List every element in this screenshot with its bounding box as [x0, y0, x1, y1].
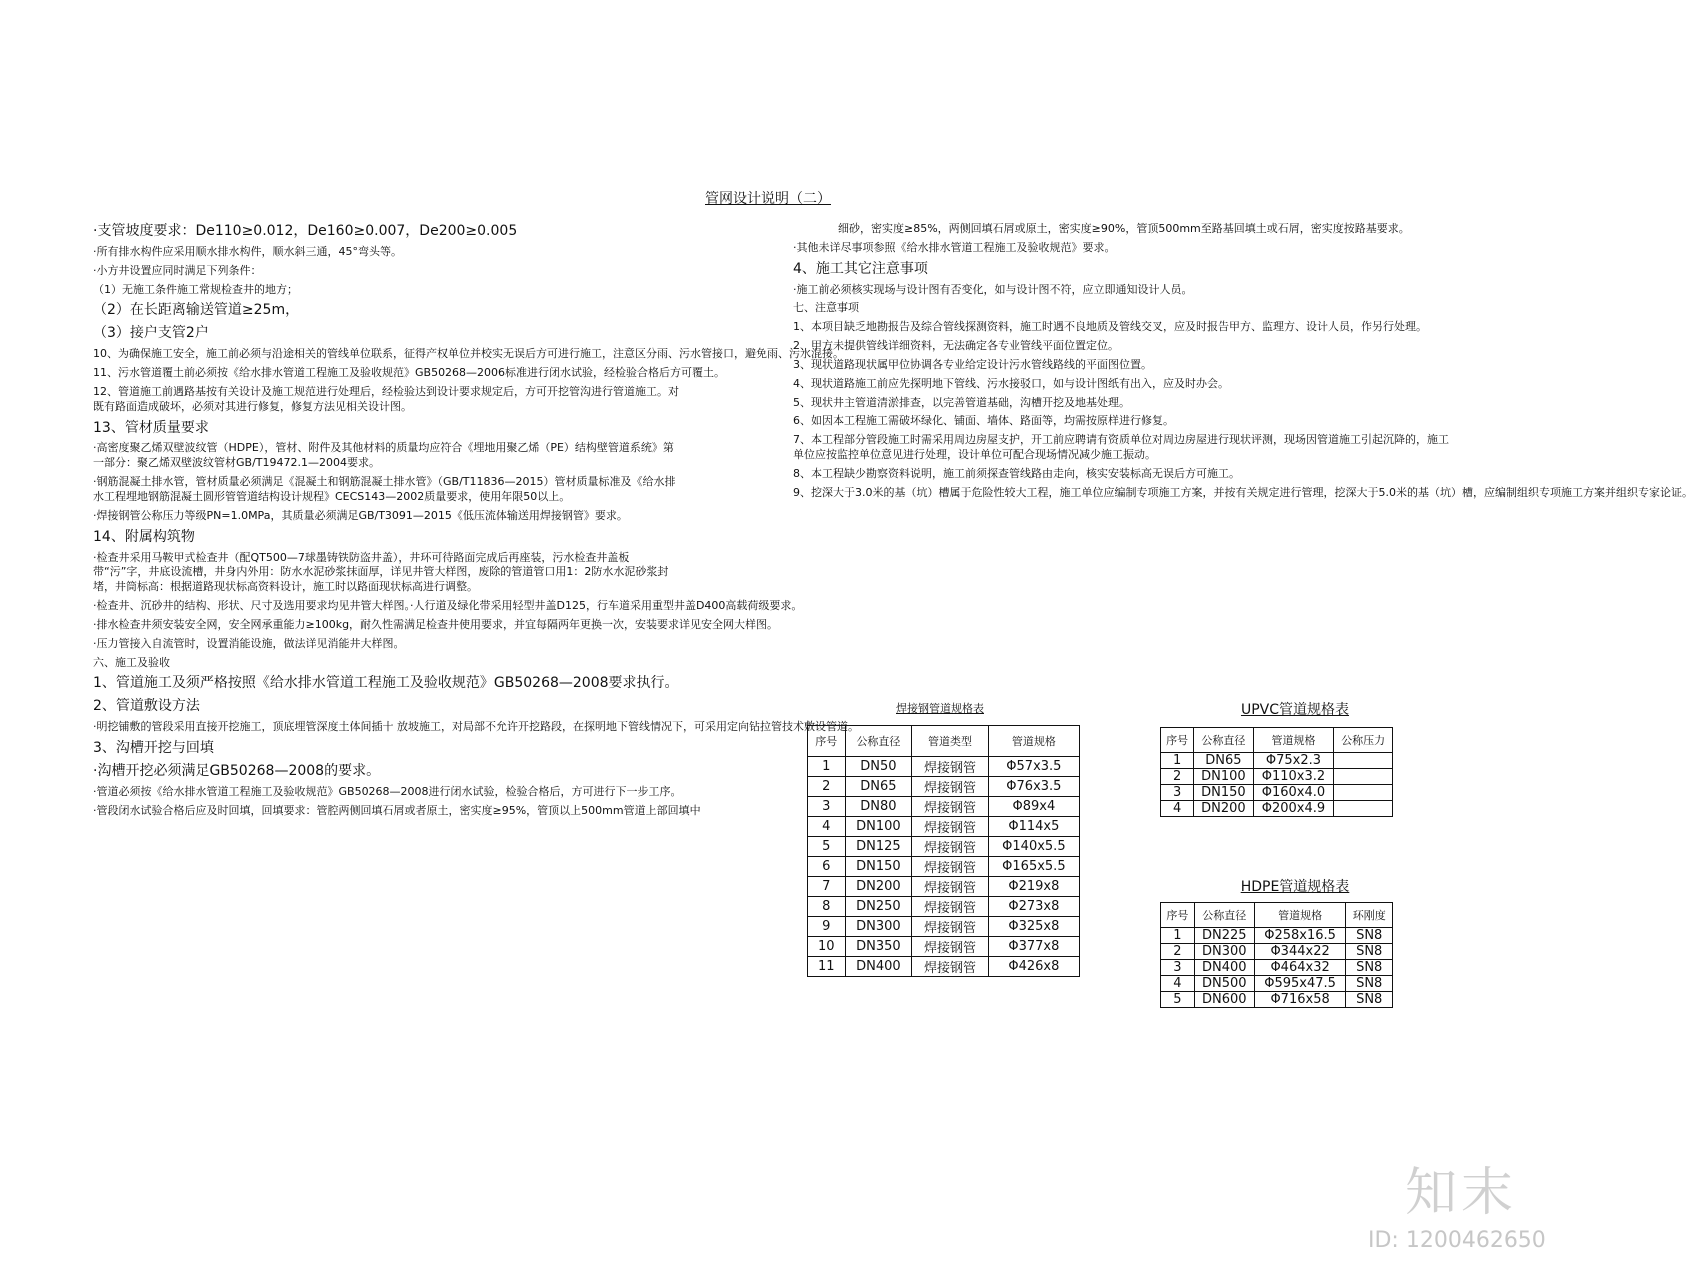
table-cell: Φ325x8	[988, 917, 1079, 937]
table-header-cell: 管道规格	[1253, 728, 1334, 753]
table-cell: Φ464x32	[1254, 960, 1346, 976]
table-header-cell: 公称直径	[1194, 728, 1253, 753]
table-row	[1161, 753, 1393, 769]
note-line: 7、本工程部分管段施工时需采用周边房屋支护，开工前应聘请有资质单位对周边房屋进行现状评测，现场因管道施工引起沉降的，施工单位应按监控单位意见进行处理，设计单位可配合现场情况减少施工振动。	[793, 433, 1449, 462]
table-cell: 焊接钢管	[912, 937, 988, 957]
table-header-cell: 管道规格	[1254, 903, 1346, 928]
table-row	[808, 917, 1080, 937]
table-cell: 焊接钢管	[912, 917, 988, 937]
table-cell: Φ716x58	[1254, 992, 1346, 1008]
note-line: ·钢筋混凝土排水管，管材质量必须满足《混凝土和钢筋混凝土排水管》（GB/T11836—2015）管材质量标准及《给水排水工程埋地钢筋混凝土圆形管管道结构设计规程》CECS143—2002质量要求，使用年限50以上。	[93, 475, 676, 503]
table-cell: 9	[808, 917, 846, 937]
table-cell	[1334, 753, 1393, 769]
table-cell: SN8	[1346, 944, 1393, 960]
table-cell: Φ344x22	[1254, 944, 1346, 960]
note-line: 4、现状道路施工前应先探明地下管线、污水接驳口，如与设计图纸有出入，应及时办会。	[793, 376, 1229, 390]
table-cell: 6	[808, 857, 846, 877]
table-cell: 4	[808, 817, 846, 837]
table-cell: Φ114x5	[988, 817, 1079, 837]
note-line: ·焊接钢管公称压力等级PN=1.0MPa，其质量必须满足GB/T3091—2015《低压流体输送用焊接钢管》要求。	[93, 508, 628, 522]
table-cell: 3	[808, 797, 846, 817]
table-cell: Φ426x8	[988, 957, 1079, 977]
table-cell: 焊接钢管	[912, 777, 988, 797]
table-cell: Φ57x3.5	[988, 757, 1079, 777]
table-cell: 焊接钢管	[912, 857, 988, 877]
table-cell: DN600	[1194, 992, 1254, 1008]
table-cell: 3	[1161, 785, 1194, 801]
table-cell	[1334, 769, 1393, 785]
table-cell: SN8	[1346, 992, 1393, 1008]
table-header-cell: 环刚度	[1346, 903, 1393, 928]
note-line: 七、注意事项	[793, 301, 859, 315]
note-line: 3、沟槽开挖与回填	[93, 740, 214, 757]
table-cell: DN500	[1194, 976, 1254, 992]
table-cell: Φ273x8	[988, 897, 1079, 917]
hdpe-pipe-spec-table	[1160, 902, 1393, 1008]
table-cell: DN400	[845, 957, 912, 977]
table-cell: Φ377x8	[988, 937, 1079, 957]
table-cell: 焊接钢管	[912, 757, 988, 777]
note-line: ·排水检查井须安装安全网，安全网承重能力≥100kg，耐久性需满足检查井使用要求，并宜每隔两年更换一次，安装要求详见安全网大样图。	[93, 617, 779, 631]
note-line: ·小方井设置应同时满足下列条件：	[93, 263, 262, 277]
table-row	[808, 937, 1080, 957]
note-line: 9、挖深大于3.0米的基（坑）槽属于危险性较大工程，施工单位应编制专项施工方案，并按有关规定进行管理，挖深大于5.0米的基（坑）槽，应编制组织专项施工方案并组织专家论证。	[793, 485, 1693, 499]
table-cell: 1	[1161, 928, 1195, 944]
table-cell: Φ595x47.5	[1254, 976, 1346, 992]
table-cell: Φ110x3.2	[1253, 769, 1334, 785]
table-row	[808, 757, 1080, 777]
table-row	[1161, 944, 1393, 960]
table-cell: DN150	[1194, 785, 1253, 801]
table-row	[808, 837, 1080, 857]
table-row	[808, 777, 1080, 797]
table-row	[808, 797, 1080, 817]
table-row	[1161, 992, 1393, 1008]
table-cell: Φ165x5.5	[988, 857, 1079, 877]
table-cell: DN80	[845, 797, 912, 817]
note-line: ·沟槽开挖必须满足GB50268—2008的要求。	[93, 763, 381, 779]
table-cell: DN125	[845, 837, 912, 857]
table-row	[1161, 801, 1393, 817]
table-cell: 焊接钢管	[912, 837, 988, 857]
table-row	[1161, 785, 1393, 801]
note-line: ·管段闭水试验合格后应及时回填，回填要求：管腔两侧回填石屑或者原土，密实度≥95%，管顶以上500mm管道上部回填中	[93, 803, 701, 817]
table-cell: DN250	[845, 897, 912, 917]
note-line: 14、附属构筑物	[93, 528, 195, 545]
note-line: ·支管坡度要求：De110≥0.012，De160≥0.007，De200≥0.005	[93, 223, 518, 239]
note-line: 细砂，密实度≥85%，两侧回填石屑或原土，密实度≥90%，管顶500mm至路基回填土或石屑，密实度按路基要求。	[838, 222, 1410, 235]
note-line: ·检查井、沉砂井的结构、形状、尺寸及选用要求均见井管大样图。·人行道及绿化带采用轻型井盖D125，行车道采用重型井盖D400高载荷级要求。	[93, 599, 803, 613]
table-cell: 4	[1161, 801, 1194, 817]
table-row	[1161, 960, 1393, 976]
hdpe-table-caption: HDPE管道规格表	[1240, 879, 1350, 895]
table-cell: 焊接钢管	[912, 817, 988, 837]
table-cell	[1334, 785, 1393, 801]
table-cell: Φ75x2.3	[1253, 753, 1334, 769]
table-cell: DN65	[1194, 753, 1253, 769]
table-cell: DN100	[1194, 769, 1253, 785]
table-cell	[1334, 801, 1393, 817]
upvc-pipe-spec-table	[1160, 727, 1393, 817]
note-line: 1、本项目缺乏地勘报告及综合管线探测资料，施工时遇不良地质及管线交叉，应及时报告甲方、监理方、设计人员，作另行处理。	[793, 320, 1427, 334]
note-line: 13、管材质量要求	[93, 419, 209, 436]
table-cell: 焊接钢管	[912, 957, 988, 977]
table-cell: SN8	[1346, 960, 1393, 976]
table-cell: 1	[1161, 753, 1194, 769]
note-line: ·管道必须按《给水排水管道工程施工及验收规范》GB50268—2008进行闭水试验，检验合格后，方可进行下一步工序。	[93, 784, 682, 798]
table-cell: DN150	[845, 857, 912, 877]
table-cell: 焊接钢管	[912, 877, 988, 897]
watermark-id: ID: 1200462650	[1368, 1228, 1546, 1253]
note-line: 10、为确保施工安全，施工前必须与沿途相关的管线单位联系，征得产权单位并校实无误后方可进行施工，注意区分雨、污水管接口，避免雨、污水混接。	[93, 347, 844, 361]
table-header-cell: 管道规格	[988, 726, 1079, 757]
table-cell: Φ76x3.5	[988, 777, 1079, 797]
table-cell: 2	[1161, 769, 1194, 785]
table-cell: 2	[808, 777, 846, 797]
note-line: ·所有排水构件应采用顺水排水构件，顺水斜三通，45°弯头等。	[93, 244, 402, 258]
table-row	[808, 857, 1080, 877]
note-line: ·施工前必须核实现场与设计图有否变化，如与设计图不符，应立即通知设计人员。	[793, 282, 1193, 296]
note-line: 2、甲方未提供管线详细资料，无法确定各专业管线平面位置定位。	[793, 339, 1119, 353]
table-header-cell: 公称直径	[845, 726, 912, 757]
table-cell: DN200	[845, 877, 912, 897]
note-line: （2）在长距离输送管道≥25m，	[93, 302, 300, 319]
page-title: 管网设计说明（二）	[705, 191, 831, 207]
table-header-cell: 序号	[808, 726, 846, 757]
note-line: 六、施工及验收	[93, 655, 170, 669]
note-line: 8、本工程缺少勘察资料说明，施工前须探查管线路由走向，核实安装标高无误后方可施工。	[793, 467, 1240, 481]
table-row	[808, 957, 1080, 977]
table-header-cell: 序号	[1161, 728, 1194, 753]
table-cell: 8	[808, 897, 846, 917]
table-row	[808, 877, 1080, 897]
steel-pipe-spec-table	[807, 725, 1080, 977]
table-row	[808, 817, 1080, 837]
table-cell: Φ200x4.9	[1253, 801, 1334, 817]
note-line: ·其他未详尽事项参照《给水排水管道工程施工及验收规范》要求。	[793, 240, 1116, 254]
table-header-cell: 序号	[1161, 903, 1195, 928]
table-cell: 3	[1161, 960, 1195, 976]
steel-table-caption: 焊接钢管道规格表	[896, 702, 984, 715]
table-row	[1161, 769, 1393, 785]
table-cell: 焊接钢管	[912, 797, 988, 817]
table-cell: 5	[808, 837, 846, 857]
table-cell: DN300	[845, 917, 912, 937]
note-line: 1、管道施工及须严格按照《给水排水管道工程施工及验收规范》GB50268—2008要求执行。	[93, 675, 679, 692]
note-line: 3、现状道路现状属甲位协调各专业给定设计污水管线路线的平面图位置。	[793, 357, 1152, 371]
table-cell: DN100	[845, 817, 912, 837]
note-line: ·高密度聚乙烯双壁波纹管（HDPE），管材、附件及其他材料的质量均应符合《埋地用聚乙烯（PE）结构壁管道系统》第一部分：聚乙烯双壁波纹管材GB/T19472.1—2004要求。	[93, 441, 674, 470]
table-cell: SN8	[1346, 976, 1393, 992]
note-line: 12、管道施工前遇路基按有关设计及施工规范进行处理后，经检验达到设计要求规定后，方可开挖管沟进行管道施工。对既有路面造成破坏，必须对其进行修复，修复方法见相关设计图。	[93, 384, 679, 413]
table-cell: SN8	[1346, 928, 1393, 944]
notes-right-column	[793, 222, 1693, 501]
table-cell: DN65	[845, 777, 912, 797]
watermark-logo: 知末	[1405, 1163, 1518, 1223]
table-cell: Φ89x4	[988, 797, 1079, 817]
table-row	[1161, 976, 1393, 992]
table-cell: DN300	[1194, 944, 1254, 960]
table-cell: DN200	[1194, 801, 1253, 817]
note-line: 4、施工其它注意事项	[793, 260, 928, 277]
table-header-cell: 公称压力	[1334, 728, 1393, 753]
note-line: 6、如因本工程施工需破坏绿化、铺面、墙体、路面等，均需按原样进行修复。	[793, 414, 1174, 428]
note-line: ·明挖铺敷的管段采用直接开挖施工，顶底埋管深度土体间插十 放坡施工，对局部不允许开挖路段，在探明地下管线情况下，可采用定向钻拉管技术敷设管道。	[93, 720, 859, 734]
table-cell: 7	[808, 877, 846, 897]
table-cell: 焊接钢管	[912, 897, 988, 917]
table-row	[808, 897, 1080, 917]
table-header-cell: 公称直径	[1194, 903, 1254, 928]
note-line: 5、现状井主管道清淤排查，以完善管道基础，沟槽开挖及地基处理。	[793, 395, 1130, 409]
table-cell: 11	[808, 957, 846, 977]
table-cell: DN350	[845, 937, 912, 957]
table-cell: DN225	[1194, 928, 1254, 944]
table-cell: DN400	[1194, 960, 1254, 976]
note-line: ·检查井采用马鞍甲式检查井（配QT500—7球墨铸铁防盗井盖），井环可待路面完成后再座装，污水检查井盖板带“污”字，井底设流槽，井身内外用：防水水泥砂浆抹面厚，详见井管大样图，废除的管道管口用1：2防水水泥砂浆封堵，井筒标高：根据道路现状标高资料设计，施工时以路面现状标高进行调整。	[93, 550, 669, 594]
note-line: ·压力管接入自流管时，设置消能设施，做法详见消能井大样图。	[93, 636, 405, 650]
table-cell: 1	[808, 757, 846, 777]
table-cell: 10	[808, 937, 846, 957]
note-line: （1）无施工条件施工常规检查井的地方；	[93, 282, 298, 296]
upvc-table-caption: UPVC管道规格表	[1240, 702, 1350, 718]
note-line: （3）接户支管2户	[93, 325, 209, 342]
table-cell: 2	[1161, 944, 1195, 960]
note-line: 2、管道敷设方法	[93, 698, 200, 715]
table-cell: 5	[1161, 992, 1195, 1008]
table-cell: Φ258x16.5	[1254, 928, 1346, 944]
table-cell: DN50	[845, 757, 912, 777]
table-row	[1161, 928, 1393, 944]
note-line: 11、污水管道覆土前必须按《给水排水管道工程施工及验收规范》GB50268—2006标准进行闭水试验，经检验合格后方可覆土。	[93, 366, 726, 380]
table-cell: Φ140x5.5	[988, 837, 1079, 857]
table-header-cell: 管道类型	[912, 726, 988, 757]
table-cell: 4	[1161, 976, 1195, 992]
table-cell: Φ219x8	[988, 877, 1079, 897]
table-cell: Φ160x4.0	[1253, 785, 1334, 801]
